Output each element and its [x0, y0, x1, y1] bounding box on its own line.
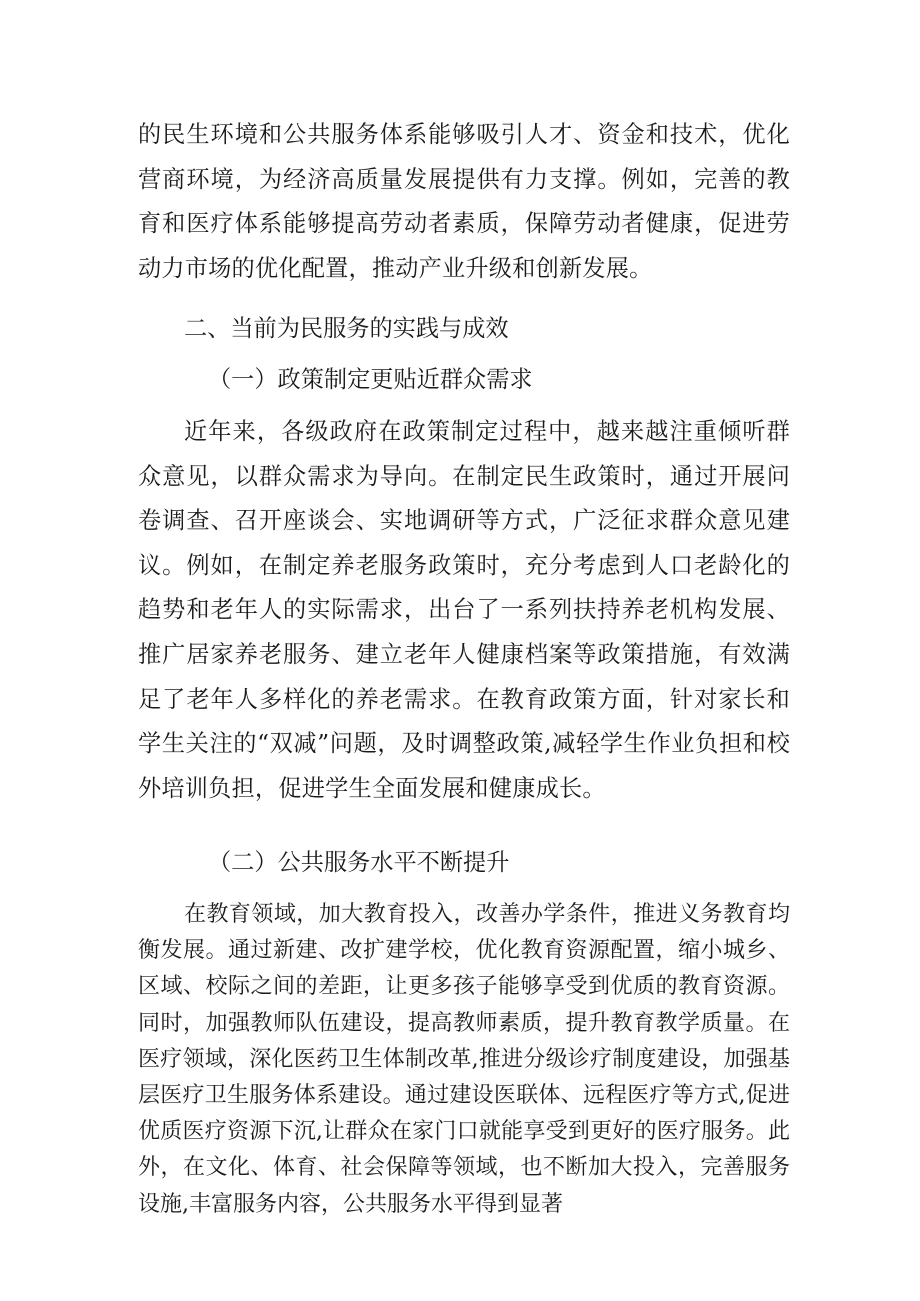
- paragraph-policy: 近年来，各级政府在政策制定过程中，越来越注重倾听群众意见，以群众需求为导向。在制定民生政策时，通过开展问卷调查、召开座谈会、实地调研等方式，广泛征求群众意见建议。例如，在制定养老服务政策时，充分考虑到人口老龄化的趋势和老年人的实际需求，出台了一系列扶持养老机构发展、推广居家养老服务、建立老年人健康档案等政策措施，有效满足了老年人多样化的养老需求。在教育政策方面，针对家长和学生关注的“双减”问题，及时调整政策,减轻学生作业负担和校外培训负担，促进学生全面发展和健康成长。: [138, 418, 790, 802]
- paragraph-intro: 的民生环境和公共服务体系能够吸引人才、资金和技术，优化营商环境，为经济高质量发展提供有力支撑。例如，完善的教育和医疗体系能够提高劳动者素质，保障劳动者健康，促进劳动力市场的优化配置，推动产业升级和创新发展。: [138, 121, 790, 282]
- paragraph-services: 在教育领域，加大教育投入，改善办学条件，推进义务教育均衡发展。通过新建、改扩建学校，优化教育资源配置，缩小城乡、区域、校际之间的差距，让更多孩子能够享受到优质的教育资源。同时，加强教师队伍建设，提高教师素质，提升教育教学质量。在医疗领域，深化医药卫生体制改革,推进分级诊疗制度建设，加强基层医疗卫生服务体系建设。通过建设医联体、远程医疗等方式,促进优质医疗资源下沉,让群众在家门口就能享受到更好的医疗服务。此外，在文化、体育、社会保障等领域，也不断加大投入，完善服务设施,丰富服务内容，公共服务水平得到显著: [138, 902, 790, 1217]
- subsection-heading-2: （二）公共服务水平不断提升: [208, 849, 510, 876]
- section-heading-2: 二、当前为民服务的实践与成效: [184, 315, 509, 342]
- subsection-heading-1: （一）政策制定更贴近群众需求: [208, 366, 533, 393]
